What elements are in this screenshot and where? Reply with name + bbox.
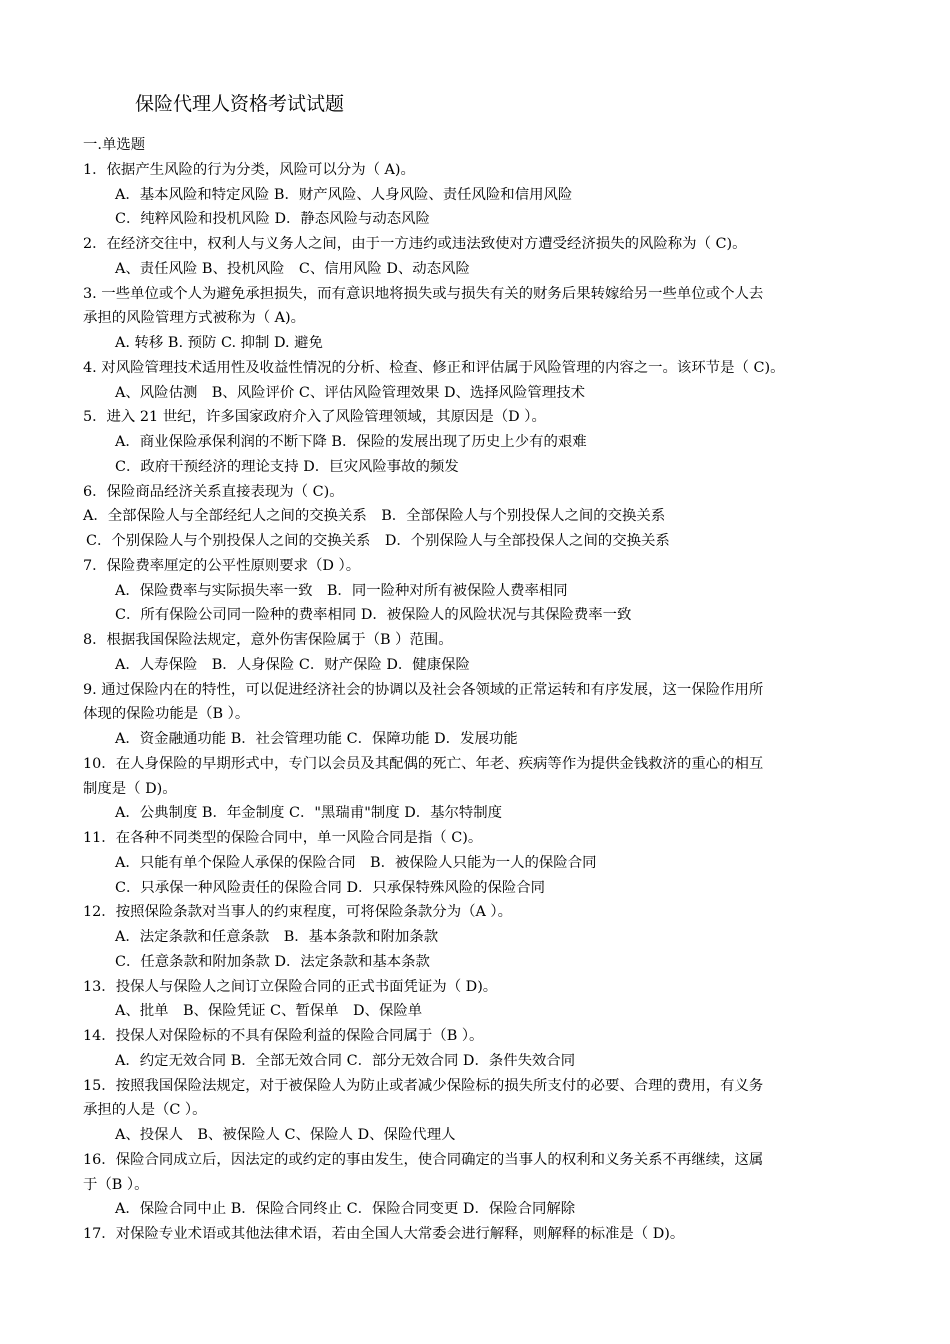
question-line: A、投保人 B、被保险人 C、保险人 D、保险代理人	[115, 1127, 456, 1143]
question-line: C．纯粹风险和投机风险 D．静态风险与动态风险	[115, 211, 430, 228]
question-line: 11．在各种不同类型的保险合同中，单一风险合同是指（ C)。	[83, 830, 483, 846]
question-line: 2．在经济交往中，权利人与义务人之间，由于一方违约或违法致使对方遭受经济损失的风险称为（ C)。	[83, 236, 747, 252]
question-line: 4. 对风险管理技术适用性及收益性情况的分析、检查、修正和评估属于风险管理的内容之一。该环节是（ C)。	[83, 359, 785, 376]
question-line: C．任意条款和附加条款 D．法定条款和基本条款	[115, 953, 430, 970]
question-line: C．只承保一种风险责任的保险合同 D．只承保特殊风险的保险合同	[115, 879, 546, 896]
question-line: 13．投保人与保险人之间订立保险合同的正式书面凭证为（ D)。	[83, 978, 498, 995]
question-line: A．资金融通功能 B．社会管理功能 C．保障功能 D．发展功能	[115, 731, 518, 747]
question-line: C．所有保险公司同一险种的费率相同 D．被保险人的风险状况与其保险费率一致	[115, 607, 632, 624]
question-line: 17．对保险专业术语或其他法律术语，若由全国人大常委会进行解释，则解释的标准是（ D)。	[83, 1226, 685, 1242]
question-line: 10．在人身保险的早期形式中，专门以会员及其配偶的死亡、年老、疾病等作为提供金钱救济的重心的相互	[83, 755, 764, 772]
question-line: A．基本风险和特定风险 B．财产风险、人身风险、责任风险和信用风险	[115, 186, 573, 203]
question-line: 8．根据我国保险法规定，意外伤害保险属于（B ）范围。	[83, 632, 453, 648]
question-line: A. 转移 B. 预防 C. 抑制 D. 避免	[115, 335, 323, 351]
question-line: 12．按照保险条款对当事人的约束程度，可将保险条款分为（A ）。	[83, 904, 513, 921]
question-line: A、风险估测 B、风险评价 C、评估风险管理效果 D、选择风险管理技术	[115, 384, 585, 401]
question-line: A．公典制度 B．年金制度 C．"黑瑞甫"制度 D．基尔特制度	[115, 805, 503, 822]
question-line: 6．保险商品经济关系直接表现为（ C)。	[83, 483, 344, 500]
document-title: 保险代理人资格考试试题	[135, 93, 345, 115]
question-line: 14．投保人对保险标的不具有保险利益的保险合同属于（B ）。	[83, 1028, 484, 1044]
question-line: A．商业保险承保利润的不断下降 B．保险的发展出现了历史上少有的艰难	[115, 434, 587, 450]
question-line: 承担的人是（C ）。	[83, 1102, 207, 1119]
question-line: 9. 通过保险内在的特性，可以促进经济社会的协调以及社会各领域的正常运转和有序发展，这一保险作用所	[83, 681, 764, 698]
question-line: 15．按照我国保险法规定，对于被保险人为防止或者减少保险标的损失所支付的必要、合理的费用，有义务	[83, 1077, 764, 1094]
question-line: A．保险合同中止 B．保险合同终止 C．保险合同变更 D．保险合同解除	[115, 1201, 576, 1218]
question-line: 7．保险费率厘定的公平性原则要求（D ）。	[83, 557, 361, 574]
question-line: 1．依据产生风险的行为分类，风险可以分为（ A)。	[83, 161, 415, 178]
section-heading: 一.单选题	[83, 137, 146, 153]
question-line: C．个别保险人与个别投保人之间的交换关系 D．个别保险人与全部投保人之间的交换关系	[86, 533, 670, 549]
question-line: A．法定条款和任意条款 B．基本条款和附加条款	[115, 929, 439, 945]
question-line: C．政府干预经济的理论支持 D．巨灾风险事故的频发	[115, 458, 459, 475]
question-line: A．只能有单个保险人承保的保险合同 B．被保险人只能为一人的保险合同	[115, 854, 597, 871]
question-line: 3. 一些单位或个人为避免承担损失，而有意识地将损失或与损失有关的财务后果转嫁给另一些单位或个人去	[83, 285, 764, 302]
question-line: A．人寿保险 B．人身保险 C．财产保险 D．健康保险	[115, 656, 470, 673]
question-line: A．全部保险人与全部经纪人之间的交换关系 B．全部保险人与个别投保人之间的交换关系	[83, 508, 666, 525]
question-line: A、责任风险 B、投机风险 C、信用风险 D、动态风险	[115, 260, 470, 277]
question-line: 体现的保险功能是（B ）。	[83, 706, 250, 723]
question-line: 于（B ）。	[83, 1176, 149, 1193]
question-line: A．保险费率与实际损失率一致 B．同一险种对所有被保险人费率相同	[115, 582, 568, 599]
question-line: 5．进入 21 世纪，许多国家政府介入了风险管理领域，其原因是（D ）。	[83, 409, 546, 426]
question-line: 16．保险合同成立后，因法定的或约定的事由发生，使合同确定的当事人的权利和义务关系不再继续，这属	[83, 1151, 764, 1168]
question-line: A．约定无效合同 B．全部无效合同 C．部分无效合同 D．条件失效合同	[115, 1052, 576, 1069]
question-line: 承担的风险管理方式被称为（ A)。	[83, 310, 306, 327]
question-line: 制度是（ D)。	[83, 780, 177, 797]
question-line: A、批单 B、保险凭证 C、暂保单 D、保险单	[115, 1003, 423, 1020]
